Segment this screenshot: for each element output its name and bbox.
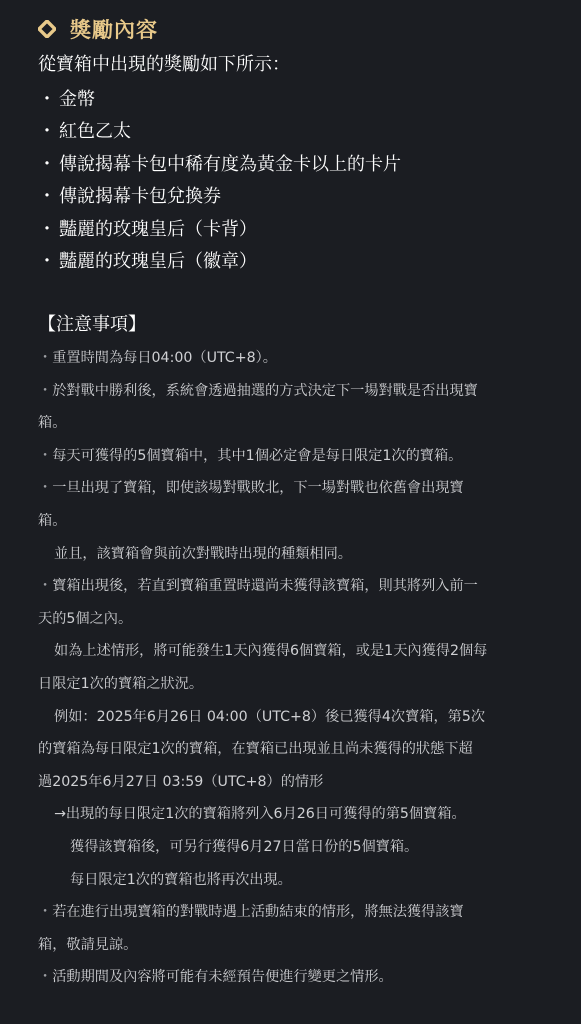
- reward-item: [38, 116, 401, 148]
- reward-item: [38, 214, 401, 246]
- note-line: [38, 701, 546, 734]
- bullet: ・: [38, 250, 56, 272]
- note-line: [38, 864, 546, 897]
- note-line: [38, 538, 546, 571]
- note-line: [38, 766, 546, 799]
- notes-heading: 【注意事項】: [38, 314, 146, 335]
- reward-item: [38, 181, 401, 213]
- notes-list: [38, 342, 546, 994]
- note-line: [38, 961, 546, 994]
- note-text: 如為上述情形，將可能發生1天內獲得6個寶箱，或是1天內獲得2個每: [54, 643, 488, 660]
- note-text: 每天可獲得的5個寶箱中，其中1個必定會是每日限定1次的寶箱。: [52, 447, 463, 464]
- note-text: 寶箱出現後，若直到寶箱重置時還尚未獲得該寶箱，則其將列入前一: [52, 578, 478, 595]
- note-text: 每日限定1次的寶箱也將再次出現。: [70, 871, 292, 888]
- bullet: ・: [38, 89, 56, 110]
- note-text: 日限定1次的寶箱之狀況。: [38, 675, 204, 692]
- note-text: 重置時間為每日04:00（UTC+8）。: [52, 350, 277, 366]
- bullet: ・: [38, 153, 56, 175]
- note-text: 過2025年6月27日 03:59（UTC+8）的情形: [38, 773, 324, 790]
- note-line: [38, 603, 546, 636]
- note-text: 箱，敬請見諒。: [38, 936, 138, 953]
- bullet: ・: [38, 186, 56, 208]
- note-text: 箱。: [38, 512, 67, 529]
- reward-label: 紅色乙太: [59, 121, 131, 143]
- note-text: 例如：2025年6月26日 04:00（UTC+8）後已獲得4次寶箱，第5次: [54, 708, 486, 725]
- note-text: 箱。: [38, 415, 67, 432]
- note-text: 一旦出現了寶箱，即使該場對戰敗北，下一場對戰也依舊會出現寶: [52, 480, 464, 497]
- note-bullet: ・: [38, 447, 53, 464]
- note-line: [38, 798, 546, 831]
- note-bullet: ・: [38, 969, 53, 986]
- note-line: [38, 733, 546, 766]
- note-text: 獲得該寶箱後，可另行獲得6月27日當日份的5個寶箱。: [70, 838, 419, 855]
- note-line: [38, 929, 546, 962]
- reward-item: [38, 246, 401, 278]
- note-line: [38, 896, 546, 929]
- note-line: [38, 831, 546, 864]
- note-line: [38, 570, 546, 603]
- note-bullet: ・: [38, 382, 53, 399]
- note-text: 的寶箱為每日限定1次的寶箱，在寶箱已出現並且尚未獲得的狀態下超: [38, 741, 473, 758]
- note-bullet: ・: [38, 578, 53, 595]
- note-line: [38, 472, 546, 505]
- note-line: [38, 440, 546, 473]
- note-bullet: ・: [38, 350, 53, 366]
- note-bullet: ・: [38, 480, 53, 497]
- note-text: 並且，該寶箱會與前次對戰時出現的種類相同。: [54, 545, 352, 562]
- note-bullet: ・: [38, 904, 53, 921]
- intro-text: 從寶箱中出現的獎勵如下所示：: [38, 54, 290, 75]
- note-text: 於對戰中勝利後，系統會透過抽選的方式決定下一場對戰是否出現寶: [52, 382, 478, 399]
- reward-label: 豔麗的玫瑰皇后（卡背）: [59, 218, 257, 240]
- note-text: →出現的每日限定1次的寶箱將列入6月26日可獲得的第5個寶箱。: [54, 806, 466, 823]
- note-line: [38, 505, 546, 538]
- section-title: 獎勵內容: [70, 18, 158, 42]
- diamond-icon: [38, 20, 56, 38]
- reward-label: 金幣: [59, 89, 95, 110]
- note-line: [38, 407, 546, 440]
- note-text: 活動期間及內容將可能有未經預告便進行變更之情形。: [52, 969, 393, 986]
- reward-label: 傳說揭幕卡包中稀有度為黃金卡以上的卡片: [59, 153, 401, 175]
- section-header: [38, 12, 158, 46]
- bullet: ・: [38, 121, 56, 143]
- note-line: [38, 668, 546, 701]
- reward-label: 傳說揭幕卡包兌換券: [59, 186, 221, 208]
- note-line: [38, 375, 546, 408]
- note-line: [38, 635, 546, 668]
- reward-item: [38, 84, 401, 116]
- bullet: ・: [38, 218, 56, 240]
- reward-list: [38, 84, 401, 278]
- reward-item: [38, 149, 401, 181]
- reward-label: 豔麗的玫瑰皇后（徽章）: [59, 250, 257, 272]
- note-line: [38, 342, 546, 375]
- note-text: 若在進行出現寶箱的對戰時遇上活動結束的情形，將無法獲得該寶: [52, 904, 464, 921]
- note-text: 天的5個之內。: [38, 610, 133, 627]
